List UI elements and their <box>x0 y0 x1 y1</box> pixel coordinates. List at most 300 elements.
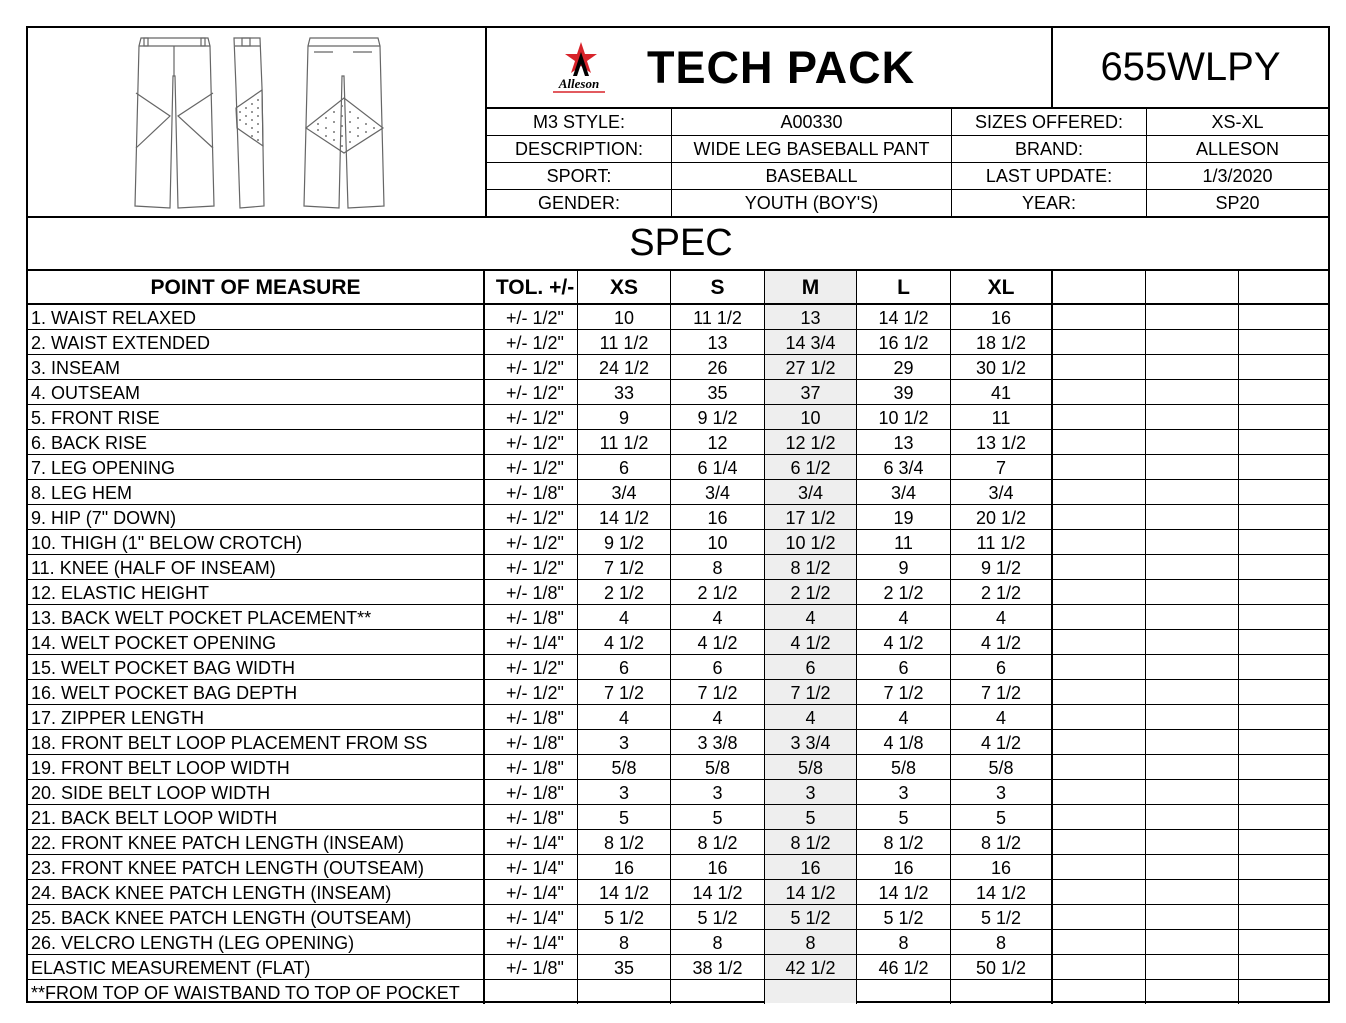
cell-xl: 16 <box>951 855 1053 879</box>
cell-tol: +/- 1/8" <box>485 755 578 779</box>
cell-s: 7 1/2 <box>671 680 765 704</box>
cell-m: 3 3/4 <box>765 730 857 754</box>
table-row <box>28 705 1328 730</box>
table-row <box>28 305 1328 330</box>
cell-l: 3/4 <box>857 480 951 504</box>
table-row <box>28 430 1328 455</box>
cell-xs: 9 1/2 <box>578 530 671 554</box>
empty-column-header <box>1239 271 1328 303</box>
cell-xs: 11 1/2 <box>578 430 671 454</box>
cell-m: 14 1/2 <box>765 880 857 904</box>
empty-cell <box>1053 305 1146 329</box>
alleson-logo <box>543 38 615 98</box>
cell-tol: +/- 1/4" <box>485 855 578 879</box>
table-row <box>28 680 1328 705</box>
logo-wordmark: Alleson <box>558 76 600 91</box>
cell-xl: 4 <box>951 605 1053 629</box>
cell-m: 4 <box>765 605 857 629</box>
empty-cell <box>1239 480 1328 504</box>
empty-cell <box>1146 880 1239 904</box>
cell-xs: 33 <box>578 380 671 404</box>
empty-cell <box>1146 555 1239 579</box>
cell-tol <box>485 980 578 1004</box>
cell-xl: 3/4 <box>951 480 1053 504</box>
info-value: 1/3/2020 <box>1202 166 1273 186</box>
table-row <box>28 330 1328 355</box>
cell-pom: 6. BACK RISE <box>28 430 485 454</box>
empty-cell <box>1053 480 1146 504</box>
empty-cell <box>1146 855 1239 879</box>
empty-cell <box>1053 655 1146 679</box>
cell-pom: 21. BACK BELT LOOP WIDTH <box>28 805 485 829</box>
cell-s: 12 <box>671 430 765 454</box>
cell-xl: 4 1/2 <box>951 730 1053 754</box>
cell-xs: 6 <box>578 655 671 679</box>
empty-cell <box>1053 430 1146 454</box>
cell-tol: +/- 1/2" <box>485 530 578 554</box>
empty-cell <box>1053 980 1146 1004</box>
table-row <box>28 955 1328 980</box>
cell-xl: 5 <box>951 805 1053 829</box>
cell-m: 3/4 <box>765 480 857 504</box>
empty-cell <box>1053 930 1146 954</box>
cell-s: 5/8 <box>671 755 765 779</box>
cell-tol: +/- 1/2" <box>485 505 578 529</box>
cell-s: 14 1/2 <box>671 880 765 904</box>
cell-tol: +/- 1/2" <box>485 680 578 704</box>
empty-cell <box>1239 505 1328 529</box>
cell-s: 5 1/2 <box>671 905 765 929</box>
empty-cell <box>1146 905 1239 929</box>
column-header-xs: XS <box>578 271 671 303</box>
cell-tol: +/- 1/8" <box>485 480 578 504</box>
table-row <box>28 655 1328 680</box>
empty-cell <box>1146 780 1239 804</box>
info-row <box>487 109 1328 136</box>
empty-cell <box>1239 330 1328 354</box>
cell-m: 12 1/2 <box>765 430 857 454</box>
cell-l: 10 1/2 <box>857 405 951 429</box>
cell-tol: +/- 1/4" <box>485 930 578 954</box>
cell-l: 6 <box>857 655 951 679</box>
cell-xs: 7 1/2 <box>578 680 671 704</box>
cell-s: 4 <box>671 605 765 629</box>
cell-xl: 7 1/2 <box>951 680 1053 704</box>
info-value: WIDE LEG BASEBALL PANT <box>672 136 952 162</box>
table-row <box>28 880 1328 905</box>
cell-xl: 8 <box>951 930 1053 954</box>
empty-cell <box>1053 855 1146 879</box>
cell-xl: 50 1/2 <box>951 955 1053 979</box>
cell-pom: **FROM TOP OF WAISTBAND TO TOP OF POCKET <box>28 980 485 1004</box>
cell-s: 4 <box>671 705 765 729</box>
info-label: M3 STYLE: <box>487 109 672 135</box>
cell-m: 37 <box>765 380 857 404</box>
empty-cell <box>1239 380 1328 404</box>
column-header-s: S <box>671 271 765 303</box>
cell-xl: 8 1/2 <box>951 830 1053 854</box>
cell-xs: 8 <box>578 930 671 954</box>
empty-cell <box>1053 405 1146 429</box>
cell-m: 10 <box>765 405 857 429</box>
cell-xl: 13 1/2 <box>951 430 1053 454</box>
empty-cell <box>1239 830 1328 854</box>
cell-pom: 26. VELCRO LENGTH (LEG OPENING) <box>28 930 485 954</box>
empty-cell <box>1239 305 1328 329</box>
empty-cell <box>1053 355 1146 379</box>
empty-cell <box>1239 955 1328 979</box>
cell-l: 8 <box>857 930 951 954</box>
empty-cell <box>1146 955 1239 979</box>
cell-m: 8 1/2 <box>765 555 857 579</box>
cell-l: 46 1/2 <box>857 955 951 979</box>
cell-xl: 3 <box>951 780 1053 804</box>
empty-cell <box>1239 630 1328 654</box>
empty-cell <box>1146 530 1239 554</box>
cell-m: 3 <box>765 780 857 804</box>
cell-l <box>857 980 951 1004</box>
doc-title: TECH PACK <box>647 42 916 93</box>
pant-front-view-icon <box>135 38 214 208</box>
header <box>28 28 1328 218</box>
empty-cell <box>1053 605 1146 629</box>
empty-cell <box>1146 705 1239 729</box>
column-header-pom: POINT OF MEASURE <box>28 271 485 303</box>
table-row <box>28 855 1328 880</box>
empty-cell <box>1239 655 1328 679</box>
cell-s: 3 3/8 <box>671 730 765 754</box>
empty-cell <box>1053 955 1146 979</box>
cell-tol: +/- 1/2" <box>485 405 578 429</box>
cell-xs: 4 <box>578 605 671 629</box>
cell-l: 19 <box>857 505 951 529</box>
cell-s: 6 1/4 <box>671 455 765 479</box>
empty-cell <box>1239 755 1328 779</box>
cell-s: 16 <box>671 855 765 879</box>
info-value: BASEBALL <box>672 163 952 189</box>
cell-m: 27 1/2 <box>765 355 857 379</box>
cell-tol: +/- 1/8" <box>485 805 578 829</box>
info-label: DESCRIPTION: <box>487 136 672 162</box>
cell-s: 4 1/2 <box>671 630 765 654</box>
empty-cell <box>1146 405 1239 429</box>
cell-xl: 4 1/2 <box>951 630 1053 654</box>
cell-s: 8 <box>671 930 765 954</box>
spec-banner <box>28 218 1328 271</box>
empty-cell <box>1053 780 1146 804</box>
cell-l: 7 1/2 <box>857 680 951 704</box>
table-row <box>28 355 1328 380</box>
cell-pom: 22. FRONT KNEE PATCH LENGTH (INSEAM) <box>28 830 485 854</box>
cell-xs: 7 1/2 <box>578 555 671 579</box>
table-row <box>28 755 1328 780</box>
info-label: SIZES OFFERED: <box>952 109 1147 135</box>
cell-l: 39 <box>857 380 951 404</box>
cell-tol: +/- 1/2" <box>485 305 578 329</box>
empty-cell <box>1053 830 1146 854</box>
cell-m: 10 1/2 <box>765 530 857 554</box>
info-label: GENDER: <box>487 190 672 216</box>
empty-cell <box>1239 730 1328 754</box>
cell-s: 5 <box>671 805 765 829</box>
cell-pom: 1. WAIST RELAXED <box>28 305 485 329</box>
cell-tol: +/- 1/2" <box>485 380 578 404</box>
cell-l: 6 3/4 <box>857 455 951 479</box>
table-row <box>28 980 1328 1004</box>
empty-cell <box>1146 980 1239 1004</box>
cell-l: 9 <box>857 555 951 579</box>
cell-xl: 4 <box>951 705 1053 729</box>
cell-pom: 7. LEG OPENING <box>28 455 485 479</box>
cell-tol: +/- 1/8" <box>485 780 578 804</box>
cell-xs: 4 1/2 <box>578 630 671 654</box>
cell-xl: 11 <box>951 405 1053 429</box>
cell-pom: 15. WELT POCKET BAG WIDTH <box>28 655 485 679</box>
cell-xl: 5 1/2 <box>951 905 1053 929</box>
style-code-box <box>1053 28 1328 109</box>
empty-cell <box>1146 680 1239 704</box>
cell-xl: 2 1/2 <box>951 580 1053 604</box>
table-row <box>28 930 1328 955</box>
cell-pom: 2. WAIST EXTENDED <box>28 330 485 354</box>
cell-xs: 4 <box>578 705 671 729</box>
cell-tol: +/- 1/8" <box>485 955 578 979</box>
title-box <box>487 28 1053 109</box>
empty-cell <box>1053 805 1146 829</box>
cell-tol: +/- 1/2" <box>485 330 578 354</box>
cell-m: 5/8 <box>765 755 857 779</box>
empty-cell <box>1239 980 1328 1004</box>
empty-cell <box>1146 430 1239 454</box>
table-row <box>28 555 1328 580</box>
cell-xl: 9 1/2 <box>951 555 1053 579</box>
empty-cell <box>1053 730 1146 754</box>
empty-cell <box>1053 630 1146 654</box>
cell-s: 13 <box>671 330 765 354</box>
cell-s: 10 <box>671 530 765 554</box>
empty-cell <box>1239 780 1328 804</box>
cell-pom: 16. WELT POCKET BAG DEPTH <box>28 680 485 704</box>
cell-m: 42 1/2 <box>765 955 857 979</box>
empty-cell <box>1239 930 1328 954</box>
cell-m: 13 <box>765 305 857 329</box>
cell-s: 3/4 <box>671 480 765 504</box>
empty-cell <box>1239 405 1328 429</box>
info-value: ALLESON <box>1195 139 1280 159</box>
table-row <box>28 405 1328 430</box>
cell-s: 35 <box>671 380 765 404</box>
empty-cell <box>1053 330 1146 354</box>
empty-cell <box>1053 505 1146 529</box>
table-row <box>28 455 1328 480</box>
cell-xl: 20 1/2 <box>951 505 1053 529</box>
empty-column-header <box>1146 271 1239 303</box>
table-row <box>28 630 1328 655</box>
cell-l: 16 <box>857 855 951 879</box>
cell-pom: 14. WELT POCKET OPENING <box>28 630 485 654</box>
cell-xs: 9 <box>578 405 671 429</box>
empty-cell <box>1053 880 1146 904</box>
table-row <box>28 805 1328 830</box>
cell-s: 8 1/2 <box>671 830 765 854</box>
empty-cell <box>1146 755 1239 779</box>
cell-xs: 3 <box>578 730 671 754</box>
empty-cell <box>1053 530 1146 554</box>
cell-xs: 24 1/2 <box>578 355 671 379</box>
cell-xs: 10 <box>578 305 671 329</box>
empty-cell <box>1146 605 1239 629</box>
cell-s: 16 <box>671 505 765 529</box>
info-row <box>487 136 1328 163</box>
cell-tol: +/- 1/4" <box>485 905 578 929</box>
cell-xl: 18 1/2 <box>951 330 1053 354</box>
pant-sketches <box>28 28 485 216</box>
cell-xl: 6 <box>951 655 1053 679</box>
column-header-xl: XL <box>951 271 1053 303</box>
cell-pom: 20. SIDE BELT LOOP WIDTH <box>28 780 485 804</box>
info-value: YOUTH (BOY'S) <box>672 190 952 216</box>
empty-cell <box>1146 730 1239 754</box>
cell-tol: +/- 1/4" <box>485 880 578 904</box>
empty-cell <box>1239 580 1328 604</box>
cell-m: 2 1/2 <box>765 580 857 604</box>
cell-s: 11 1/2 <box>671 305 765 329</box>
empty-cell <box>1146 630 1239 654</box>
cell-m: 17 1/2 <box>765 505 857 529</box>
empty-cell <box>1146 480 1239 504</box>
cell-m: 5 <box>765 805 857 829</box>
column-header-l: L <box>857 271 951 303</box>
garment-drawings <box>28 28 487 216</box>
cell-l: 5 <box>857 805 951 829</box>
cell-xl <box>951 980 1053 1004</box>
info-label: LAST UPDATE: <box>952 163 1147 189</box>
empty-cell <box>1053 905 1146 929</box>
cell-tol: +/- 1/2" <box>485 655 578 679</box>
cell-l: 4 <box>857 605 951 629</box>
empty-cell <box>1146 930 1239 954</box>
cell-pom: 5. FRONT RISE <box>28 405 485 429</box>
pant-side-view-icon <box>234 38 264 208</box>
empty-cell <box>1239 855 1328 879</box>
cell-tol: +/- 1/2" <box>485 430 578 454</box>
cell-pom: 25. BACK KNEE PATCH LENGTH (OUTSEAM) <box>28 905 485 929</box>
cell-tol: +/- 1/8" <box>485 605 578 629</box>
cell-xl: 5/8 <box>951 755 1053 779</box>
cell-xs: 14 1/2 <box>578 505 671 529</box>
cell-xl: 7 <box>951 455 1053 479</box>
table-row <box>28 580 1328 605</box>
empty-cell <box>1053 705 1146 729</box>
empty-cell <box>1239 905 1328 929</box>
cell-pom: 12. ELASTIC HEIGHT <box>28 580 485 604</box>
cell-pom: 17. ZIPPER LENGTH <box>28 705 485 729</box>
cell-tol: +/- 1/8" <box>485 580 578 604</box>
info-grid <box>487 109 1328 216</box>
cell-pom: 10. THIGH (1" BELOW CROTCH) <box>28 530 485 554</box>
cell-tol: +/- 1/2" <box>485 455 578 479</box>
cell-pom: 4. OUTSEAM <box>28 380 485 404</box>
cell-pom: 23. FRONT KNEE PATCH LENGTH (OUTSEAM) <box>28 855 485 879</box>
cell-xs: 5 <box>578 805 671 829</box>
table-row <box>28 830 1328 855</box>
empty-column-header <box>1053 271 1146 303</box>
cell-s: 3 <box>671 780 765 804</box>
table-row <box>28 905 1328 930</box>
empty-cell <box>1053 755 1146 779</box>
cell-s: 9 1/2 <box>671 405 765 429</box>
cell-xs: 3 <box>578 780 671 804</box>
table-row <box>28 605 1328 630</box>
empty-cell <box>1053 580 1146 604</box>
cell-l: 13 <box>857 430 951 454</box>
cell-pom: ELASTIC MEASUREMENT (FLAT) <box>28 955 485 979</box>
cell-l: 8 1/2 <box>857 830 951 854</box>
info-value: A00330 <box>672 109 952 135</box>
empty-cell <box>1053 555 1146 579</box>
cell-m: 8 1/2 <box>765 830 857 854</box>
cell-s: 6 <box>671 655 765 679</box>
empty-cell <box>1146 580 1239 604</box>
table-row <box>28 530 1328 555</box>
cell-l: 3 <box>857 780 951 804</box>
info-row <box>487 190 1328 216</box>
cell-s: 8 <box>671 555 765 579</box>
cell-pom: 9. HIP (7" DOWN) <box>28 505 485 529</box>
empty-cell <box>1239 805 1328 829</box>
empty-cell <box>1146 455 1239 479</box>
empty-cell <box>1053 380 1146 404</box>
cell-l: 4 <box>857 705 951 729</box>
empty-cell <box>1239 455 1328 479</box>
cell-tol: +/- 1/8" <box>485 705 578 729</box>
cell-xl: 41 <box>951 380 1053 404</box>
empty-cell <box>1146 505 1239 529</box>
cell-m: 6 1/2 <box>765 455 857 479</box>
cell-m: 16 <box>765 855 857 879</box>
empty-cell <box>1053 455 1146 479</box>
cell-pom: 19. FRONT BELT LOOP WIDTH <box>28 755 485 779</box>
cell-xs: 6 <box>578 455 671 479</box>
cell-s: 2 1/2 <box>671 580 765 604</box>
cell-pom: 18. FRONT BELT LOOP PLACEMENT FROM SS <box>28 730 485 754</box>
cell-tol: +/- 1/4" <box>485 630 578 654</box>
empty-cell <box>1239 555 1328 579</box>
cell-xl: 11 1/2 <box>951 530 1053 554</box>
pant-back-view-icon <box>304 38 384 208</box>
cell-m: 7 1/2 <box>765 680 857 704</box>
cell-pom: 13. BACK WELT POCKET PLACEMENT** <box>28 605 485 629</box>
table-row <box>28 780 1328 805</box>
cell-m: 8 <box>765 930 857 954</box>
cell-m: 14 3/4 <box>765 330 857 354</box>
cell-s: 26 <box>671 355 765 379</box>
column-header-tol: TOL. +/- <box>485 271 578 303</box>
cell-l: 11 <box>857 530 951 554</box>
empty-cell <box>1146 380 1239 404</box>
cell-l: 29 <box>857 355 951 379</box>
info-row <box>487 163 1328 190</box>
cell-xl: 16 <box>951 305 1053 329</box>
cell-xs: 14 1/2 <box>578 880 671 904</box>
cell-l: 14 1/2 <box>857 880 951 904</box>
table-row <box>28 380 1328 405</box>
cell-xs: 3/4 <box>578 480 671 504</box>
cell-xs: 2 1/2 <box>578 580 671 604</box>
cell-s <box>671 980 765 1004</box>
cell-pom: 8. LEG HEM <box>28 480 485 504</box>
cell-tol: +/- 1/2" <box>485 555 578 579</box>
